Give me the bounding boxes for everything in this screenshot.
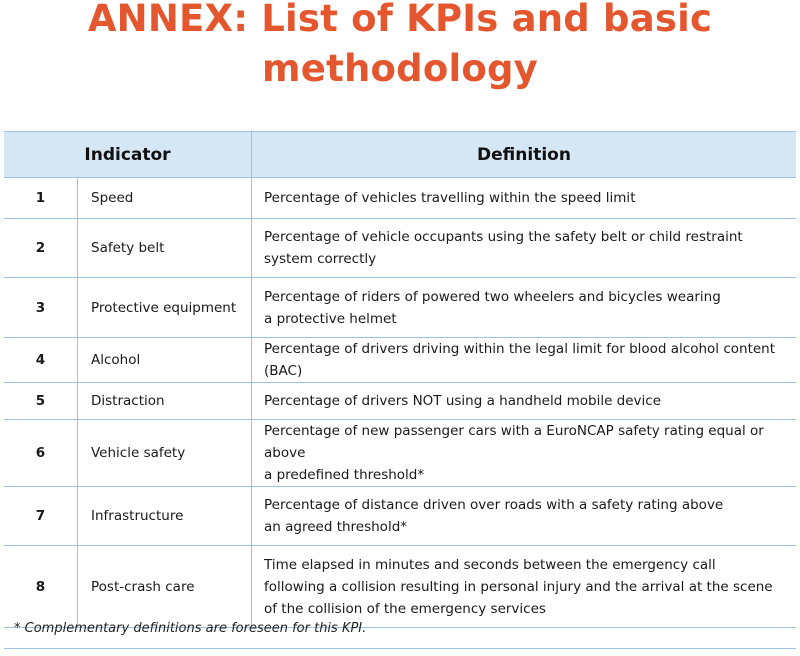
definition-line: Percentage of vehicles travelling within the speed limit (264, 190, 636, 206)
indicator-definition (252, 420, 797, 487)
definition-line: Percentage of vehicle occupants using the safety belt or child restraint (264, 229, 743, 245)
header-definition: Definition (252, 132, 797, 178)
row-number: 2 (4, 219, 78, 278)
definition-line: a predefined threshold* (264, 467, 425, 483)
indicator-definition (252, 546, 797, 628)
definition-line: system correctly (264, 251, 377, 267)
table-row (4, 219, 796, 278)
table-row (4, 178, 796, 219)
definition-line: an agreed threshold* (264, 519, 408, 535)
definition-line: following a collision resulting in personal injury and the arrival at the scene (264, 578, 773, 595)
row-number: 4 (4, 338, 78, 383)
page-title (0, 0, 800, 94)
indicator-name: Safety belt (78, 219, 252, 278)
table-row (4, 338, 796, 383)
definition-line: Percentage of distance driven over roads with a safety rating above (264, 497, 724, 513)
indicator-definition (252, 178, 797, 219)
kpi-table (4, 131, 796, 628)
indicator-definition (252, 383, 797, 420)
header-indicator: Indicator (4, 132, 252, 178)
row-number: 7 (4, 487, 78, 546)
row-number: 5 (4, 383, 78, 420)
indicator-name: Speed (78, 178, 252, 219)
title-line-2: methodology (262, 47, 538, 90)
indicator-definition (252, 338, 797, 383)
indicator-name: Post-crash care (78, 546, 252, 628)
table-row (4, 546, 796, 628)
table-row (4, 487, 796, 546)
indicator-name: Protective equipment (78, 278, 252, 338)
table-row (4, 278, 796, 338)
title-line-1: ANNEX: List of KPIs and basic (87, 0, 713, 40)
indicator-name: Alcohol (78, 338, 252, 383)
definition-line: Percentage of drivers driving within the legal limit for blood alcohol content (BAC) (264, 341, 776, 379)
indicator-name: Distraction (78, 383, 252, 420)
indicator-name: Infrastructure (78, 487, 252, 546)
bottom-divider (4, 648, 796, 649)
definition-line: Percentage of new passenger cars with a EuroNCAP safety rating equal or above (264, 423, 764, 461)
definition-line: Time elapsed in minutes and seconds between the emergency call (264, 556, 716, 573)
table-header-row (4, 132, 796, 178)
definition-line: of the collision of the emergency services (264, 600, 546, 617)
row-number: 6 (4, 420, 78, 487)
definition-line: a protective helmet (264, 310, 397, 327)
indicator-definition (252, 219, 797, 278)
footnote: * Complementary definitions are foreseen for this KPI. (14, 621, 367, 636)
table-row (4, 383, 796, 420)
row-number: 8 (4, 546, 78, 628)
indicator-definition (252, 487, 797, 546)
row-number: 3 (4, 278, 78, 338)
indicator-definition (252, 278, 797, 338)
row-number: 1 (4, 178, 78, 219)
definition-line: Percentage of drivers NOT using a handheld mobile device (264, 393, 662, 409)
table-row (4, 420, 796, 487)
definition-line: Percentage of riders of powered two wheelers and bicycles wearing (264, 288, 721, 305)
indicator-name: Vehicle safety (78, 420, 252, 487)
